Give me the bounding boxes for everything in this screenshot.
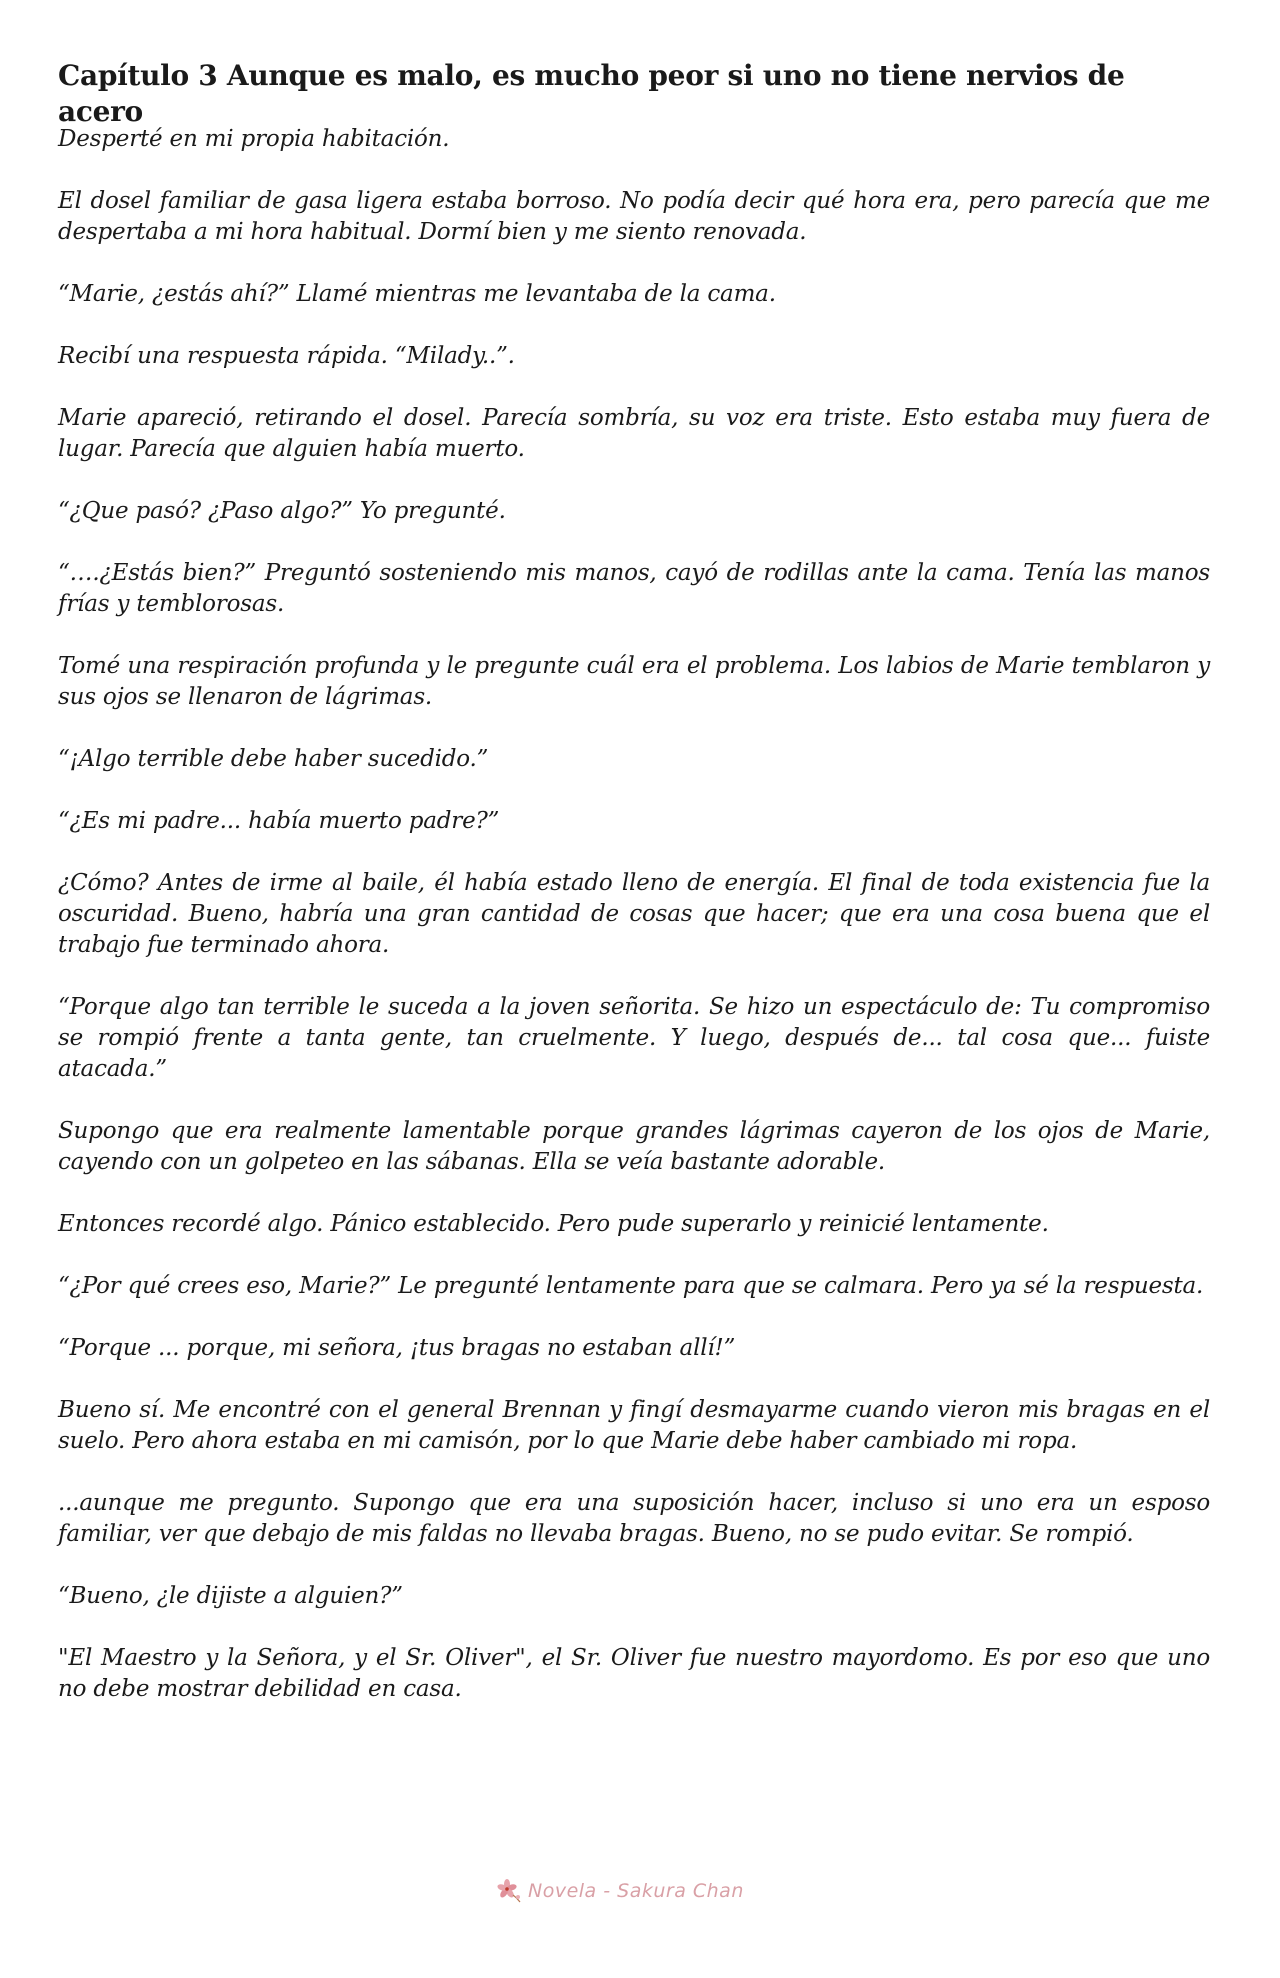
paragraph: "El Maestro y la Señora, y el Sr. Oliver", el Sr. Oliver fue nuestro mayordomo. Es por eso que uno no debe mostrar debilidad en casa. bbox=[58, 1645, 1210, 1702]
watermark bbox=[496, 1876, 744, 1906]
paragraph: Supongo que era realmente lamentable porque grandes lágrimas cayeron de los ojos de Marie, cayendo con un golpeteo en las sábanas. Ella se veía bastante adorable. bbox=[58, 1118, 1210, 1175]
watermark-text: Novela - Sakura Chan bbox=[528, 1880, 744, 1902]
paragraph: “¿Que pasó? ¿Paso algo?” Yo pregunté. bbox=[58, 498, 506, 524]
paragraph: “….¿Estás bien?” Preguntó sosteniendo mis manos, cayó de rodillas ante la cama. Tenía las manos frías y temblorosas. bbox=[58, 560, 1210, 617]
paragraph: Bueno sí. Me encontré con el general Brennan y fingí desmayarme cuando vieron mis bragas en el suelo. Pero ahora estaba en mi camisón, por lo que Marie debe haber cambiado mi ropa. bbox=[58, 1397, 1210, 1454]
paragraph: El dosel familiar de gasa ligera estaba borroso. No podía decir qué hora era, pero parecía que me despertaba a mi hora habitual. Dormí bien y me siento renovada. bbox=[58, 188, 1210, 245]
paragraph: Desperté en mi propia habitación. bbox=[58, 126, 450, 152]
paragraph: Entonces recordé algo. Pánico establecido. Pero pude superarlo y reinicié lentamente. bbox=[58, 1211, 1049, 1237]
paragraph: “Porque algo tan terrible le suceda a la joven señorita. Se hizo un espectáculo de: Tu compromiso se rompió frente a tanta gente, tan cruelmente. Y luego, después de... tal cosa que... fuiste atacada.” bbox=[58, 994, 1210, 1082]
chapter-body bbox=[58, 124, 1210, 1736]
paragraph: “Porque ... porque, mi señora, ¡tus bragas no estaban allí!” bbox=[58, 1335, 736, 1361]
paragraph: “¿Por qué crees eso, Marie?” Le pregunté lentamente para que se calmara. Pero ya sé la respuesta. bbox=[58, 1273, 1204, 1299]
paragraph: “¿Es mi padre... había muerto padre?” bbox=[58, 808, 500, 834]
paragraph: ...aunque me pregunto. Supongo que era una suposición hacer, incluso si uno era un esposo familiar, ver que debajo de mis faldas no llevaba bragas. Bueno, no se pudo evitar. Se rompió. bbox=[58, 1490, 1210, 1547]
paragraph: ¿Cómo? Antes de irme al baile, él había estado lleno de energía. El final de toda existencia fue la oscuridad. Bueno, habría una gran cantidad de cosas que hacer; que era una cosa buena que el trabajo fue terminado ahora. bbox=[58, 870, 1210, 958]
sakura-flower-icon bbox=[496, 1878, 522, 1904]
chapter-title: Capítulo 3 Aunque es malo, es mucho peor si uno no tiene nervios de acero bbox=[58, 59, 1125, 128]
paragraph: “¡Algo terrible debe haber sucedido.” bbox=[58, 746, 489, 772]
paragraph: Marie apareció, retirando el dosel. Parecía sombría, su voz era triste. Esto estaba muy fuera de lugar. Parecía que alguien había muerto. bbox=[58, 405, 1210, 462]
paragraph: “Marie, ¿estás ahí?” Llamé mientras me levantaba de la cama. bbox=[58, 281, 776, 307]
paragraph: Recibí una respuesta rápida. “Milady..”. bbox=[58, 343, 515, 369]
paragraph: “Bueno, ¿le dijiste a alguien?” bbox=[58, 1583, 403, 1609]
paragraph: Tomé una respiración profunda y le pregunte cuál era el problema. Los labios de Marie temblaron y sus ojos se llenaron de lágrimas. bbox=[58, 653, 1210, 710]
